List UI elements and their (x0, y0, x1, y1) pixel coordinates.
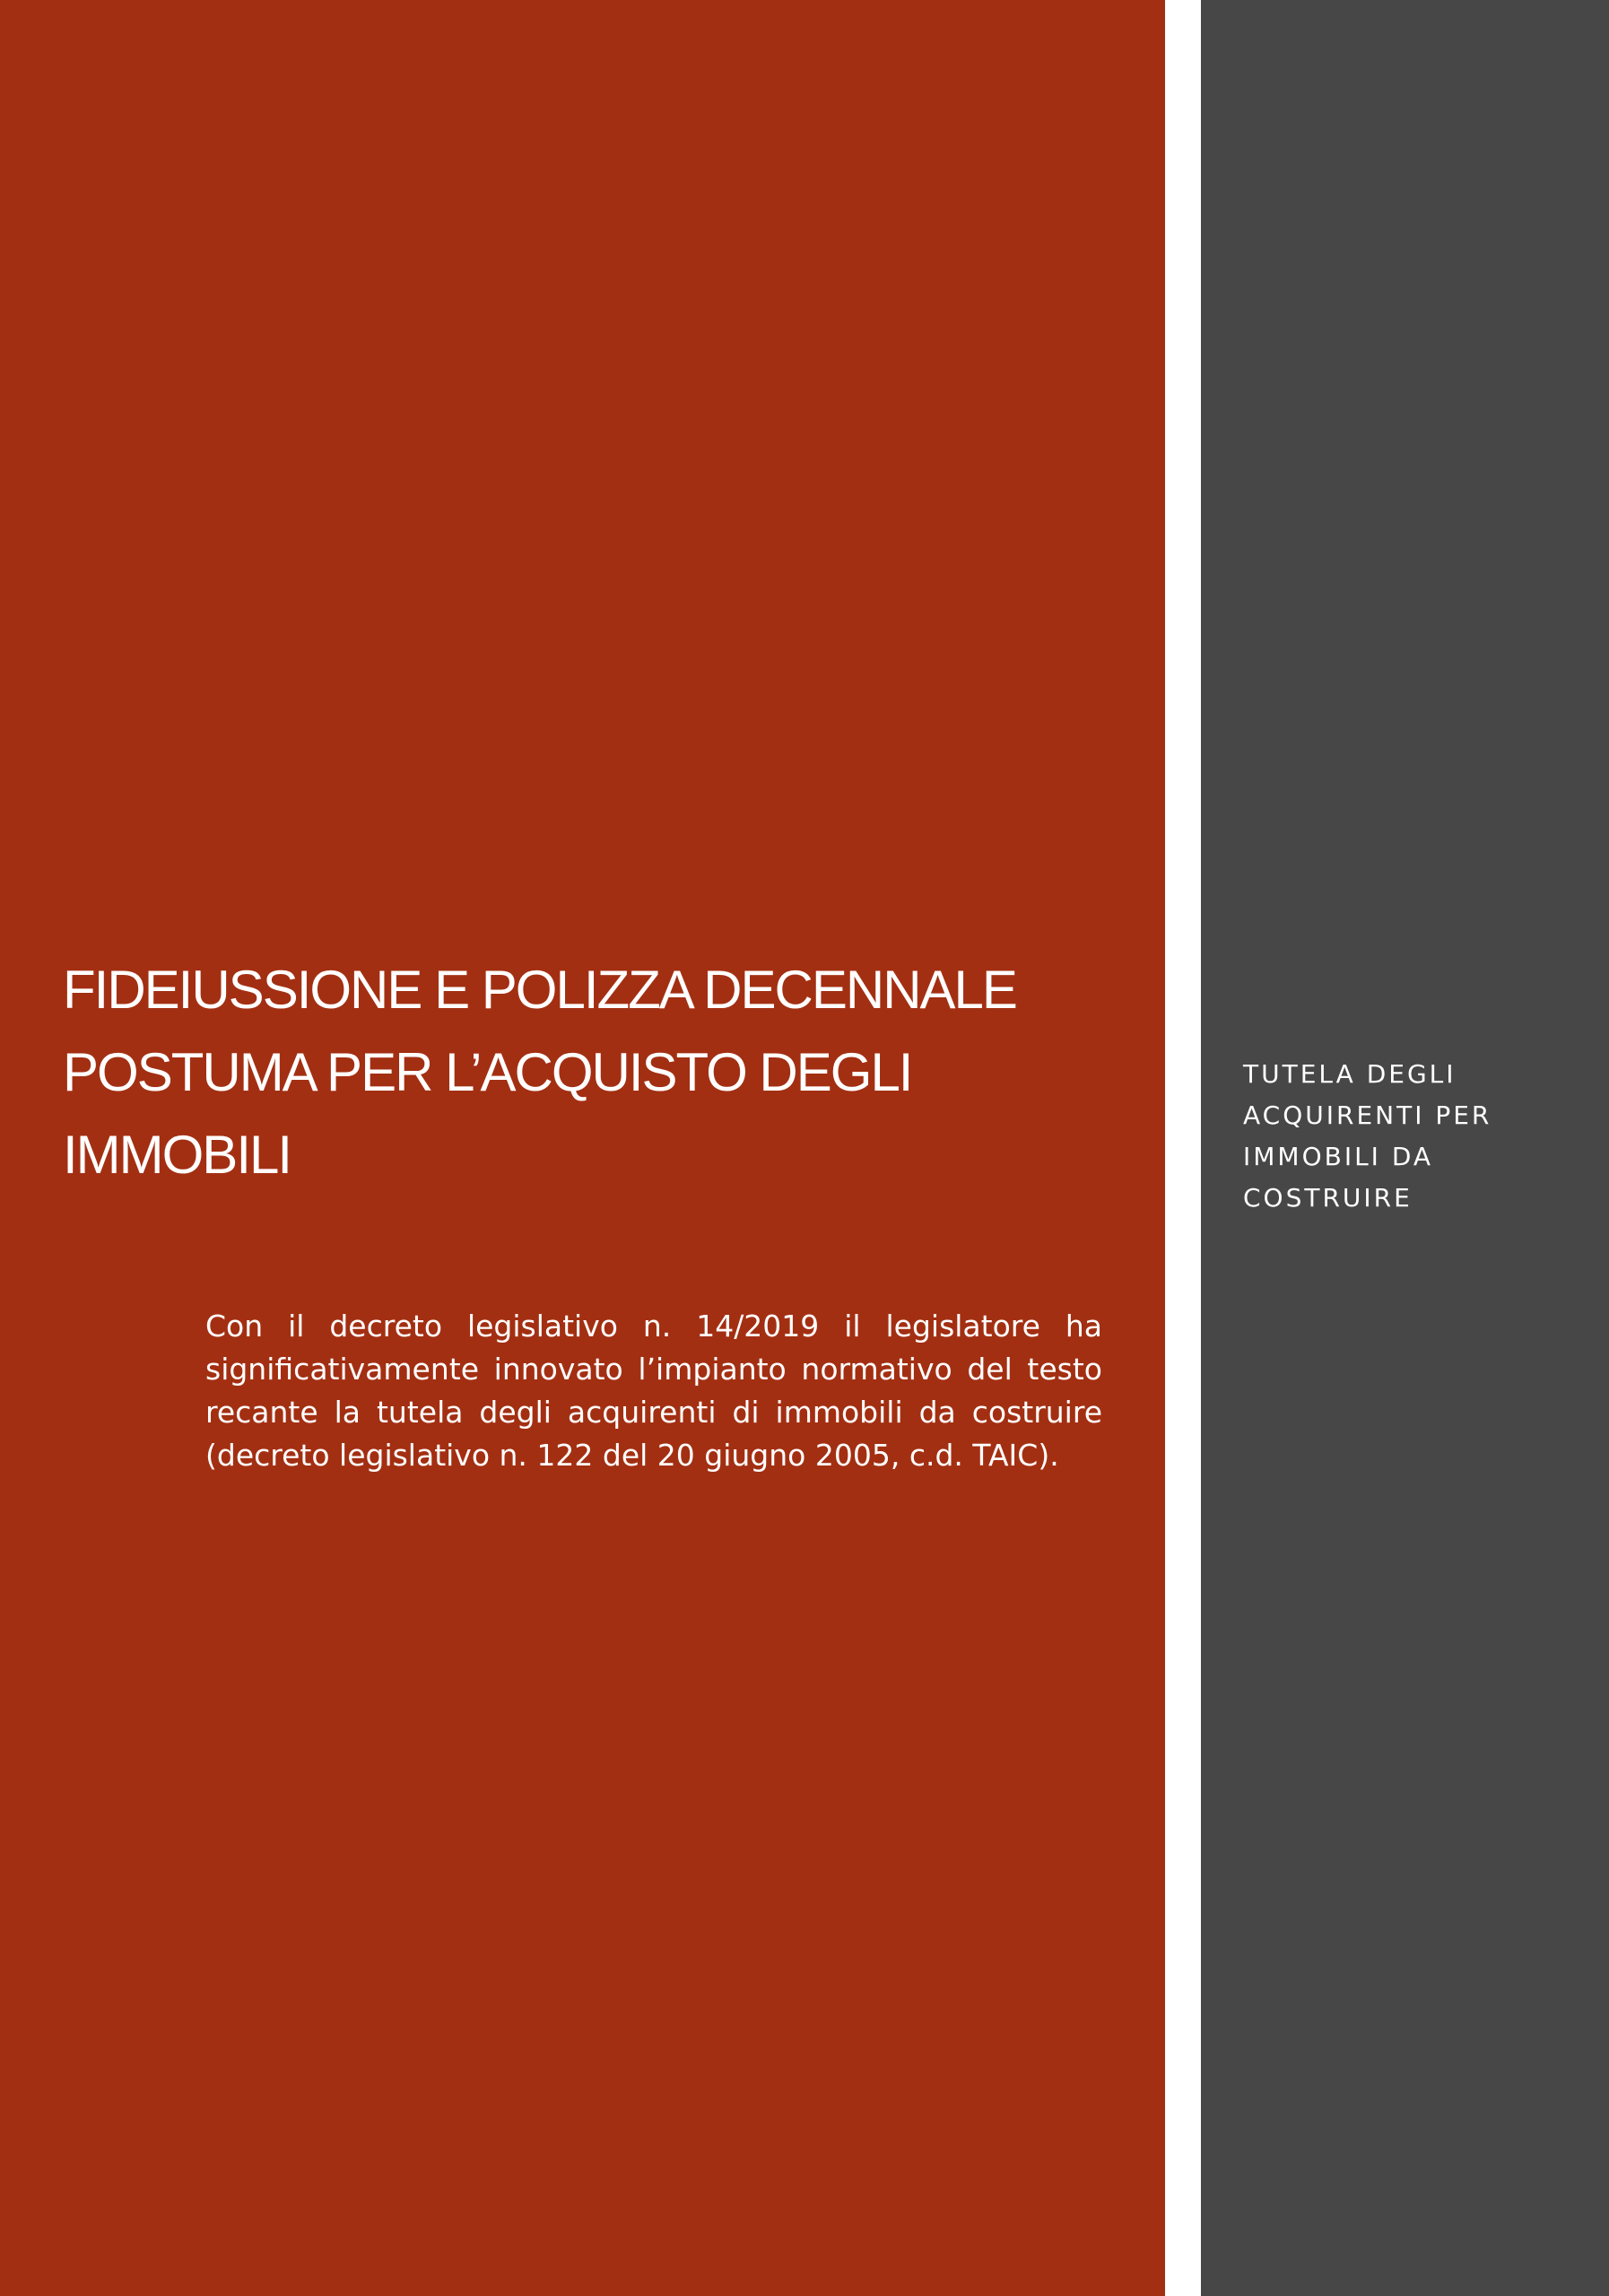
document-title: FIDEIUSSIONE E POLIZZA DECENNALE POSTUMA PER L’ACQUISTO DEGLI IMMOBILI (63, 960, 1016, 1185)
document-abstract: Con il decreto legislativo n. 14/2019 il legislatore ha significativamente innovato l’impianto normativo del testo recante la tutela degli acquirenti di immobili da costruire (decreto legislativo n. 122 del 20 giugno 2005, c.d. TAIC). (205, 1309, 1102, 1473)
side-subtitle: TUTELA DEGLI ACQUIRENTI PER IMMOBILI DA COSTRUIRE (1243, 1059, 1492, 1213)
